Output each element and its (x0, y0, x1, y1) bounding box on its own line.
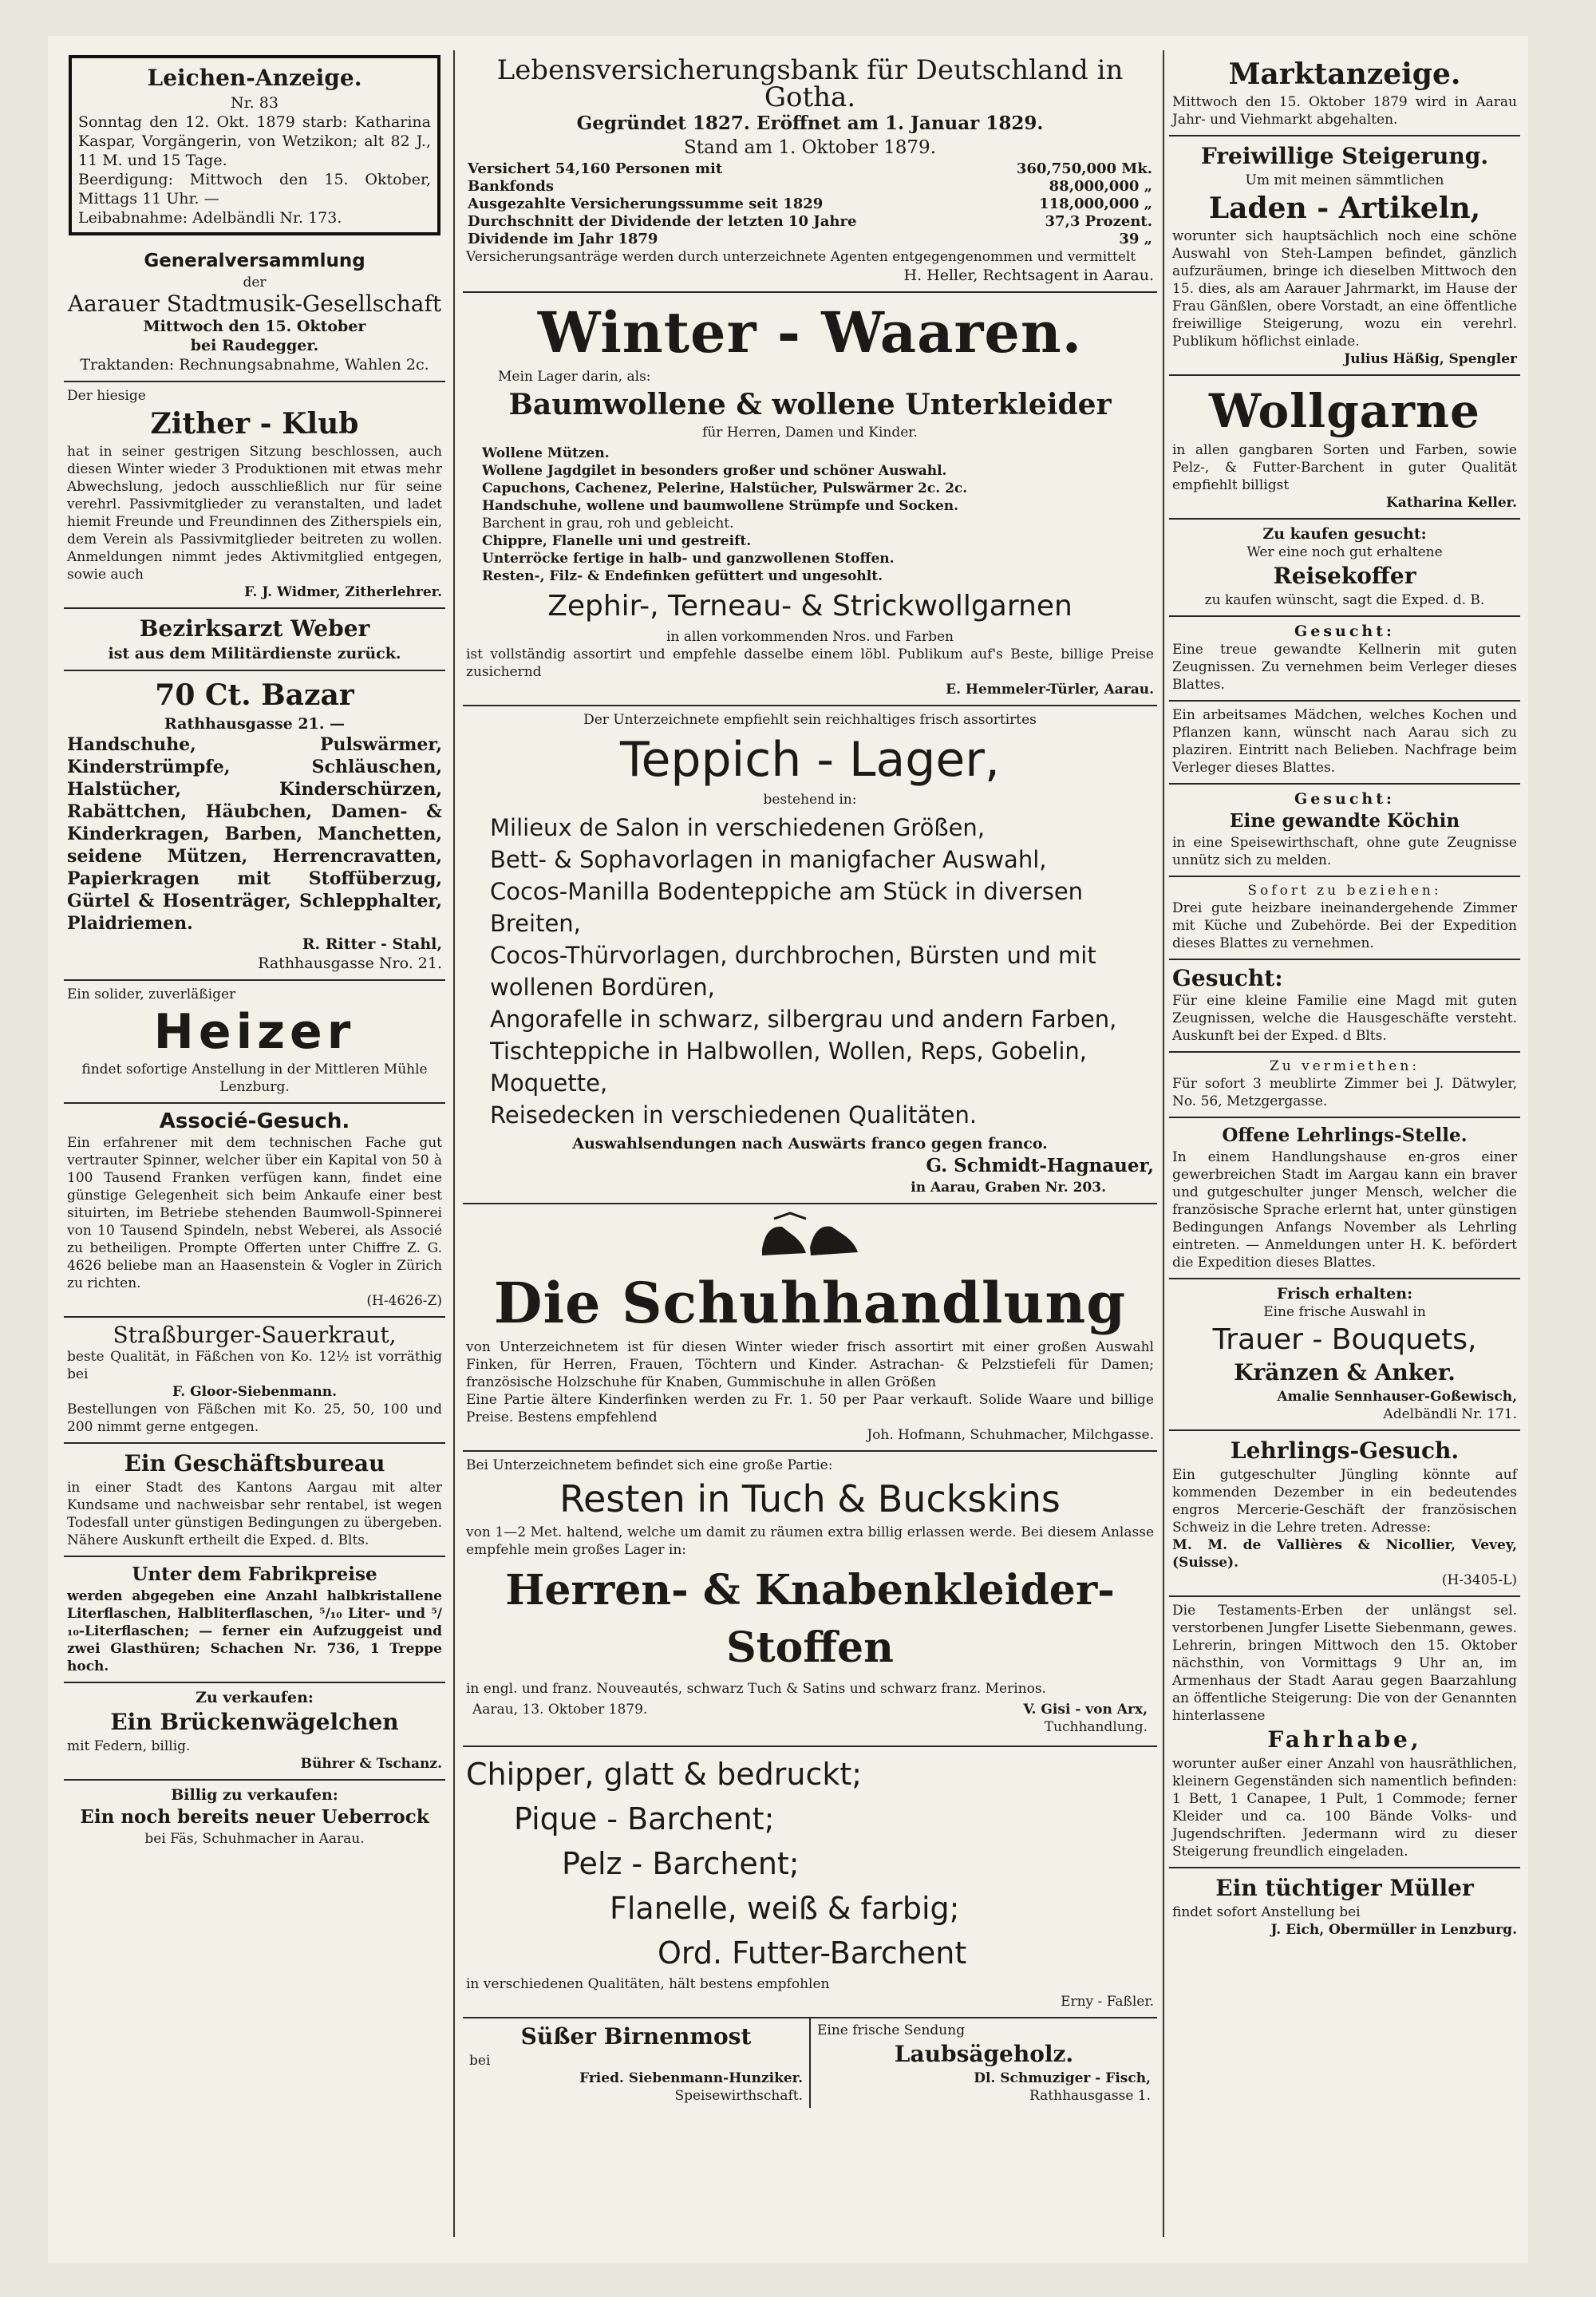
trauer-title: Trauer - Bouquets, (1212, 1323, 1477, 1356)
list-item: Resten-, Filz- & Endefinken gefüttert und ungesohlt. (482, 568, 883, 584)
koechin-title2: Eine gewandte Köchin (1229, 810, 1460, 832)
vermieten-ad (1169, 1053, 1520, 1118)
sauerkraut-signature: F. Gloor-Siebenmann. (172, 1384, 338, 1400)
chipper-line: Pique - Barchent; (514, 1801, 775, 1836)
bazar-title: 70 Ct. Bazar (155, 678, 354, 712)
lebensversicherung-ad (463, 50, 1157, 293)
maedchen-text: Ein arbeitsames Mädchen, welches Kochen und Pflanzen kann, wünscht nach Aarau sich zu plaziren. Eintritt nach Belieben. Nachfrage beim Verleger dieses Blattes. (1172, 707, 1517, 776)
winter-signature: E. Hemmeler-Türler, Aarau. (946, 682, 1154, 698)
zither-klub-ad (64, 382, 445, 609)
stat-label: Durchschnitt der Dividende der letzten 10 Jahre (468, 213, 857, 230)
winter-text: ist vollständig assortirt und empfehle dasselbe einem löbl. Publikum auf's Beste, billige Preise zusichernd (466, 646, 1154, 680)
list-item: Tischteppiche in Halbwollen, Wollen, Reps, Gobelin, Moquette, (490, 1038, 1088, 1097)
winter-zephir-text: in allen vorkommenden Nros. und Farben (666, 629, 954, 645)
kellnerin-title: Gesucht: (1294, 623, 1395, 640)
mueller-signature: J. Eich, Obermüller in Lenzburg. (1270, 1922, 1517, 1938)
stat-label: Bankfonds (468, 178, 554, 195)
fabrik-title: Unter dem Fabrikpreise (132, 1564, 377, 1585)
leichen-text: Sonntag den 12. Okt. 1879 starb: Katharina Kaspar, Vorgängerin, von Wetzikon; alt 82 J., 11 M. und 15 Tage. (78, 113, 431, 169)
chipper-line: Ord. Futter-Barchent (658, 1935, 967, 1971)
schuh-text2: Eine Partie ältere Kinderfinken werden zu Fr. 1. 50 per Paar verkauft. Solide Waare und billige Preise. Bestens empfehlend (466, 1392, 1154, 1425)
list-item: Angorafelle in schwarz, silbergrau und andern Farben, (490, 1006, 1117, 1033)
leben-title: Lebensversicherungsbank für Deutschland in Gotha. (496, 54, 1124, 113)
koffer-title: Reisekoffer (1273, 563, 1416, 589)
general-name: Aarauer Stadtmusik-Gesellschaft (67, 291, 442, 317)
fahrhabe-text2: worunter außer einer Anzahl von hausräthlichen, kleinern Gegenständen sich namentlich befinden: 1 Bett, 1 Canapee, 1 Pult, 1 Commode; ferner Kleider und ca. 100 Bände Volks- und Jugendschriften. Jedermann wird zu dieser Steigerung freundlich eingeladen. (1172, 1756, 1517, 1860)
lehrlingsgesuch-ad (1169, 1431, 1520, 1597)
resten-title: Resten in Tuch & Buckskins (559, 1477, 1061, 1520)
laub-signature: Dl. Schmuziger - Fisch, (974, 2070, 1151, 2086)
kellnerin-ad (1169, 617, 1520, 702)
leben-stand: Stand am 1. Oktober 1879. (683, 137, 936, 158)
bruecken-signature: Bührer & Tschanz. (300, 1756, 442, 1772)
schuhhandlung-ad (463, 1204, 1157, 1452)
bezirksarzt-ad (64, 609, 445, 671)
chipper-signature: Erny - Faßler. (1061, 1994, 1154, 2010)
steigerung-text: worunter sich hauptsächlich noch eine schöne Auswahl von Steh-Lampen befindet, gänzlich aufzuräumen, bringe ich dieselben Mittwoch den 15. dies, als am Aarauer Jahrmarkt, im Hause der Frau Gänßlen, obere Vorstadt, an eine öffentliche freiwillige Steigerung, wozu ein verehrl. Publikum höflichst einlade. (1172, 228, 1517, 350)
bazar-signature-address: Rathhausgasse Nro. 21. (258, 955, 442, 972)
teppich-signature: G. Schmidt-Hagnauer, (926, 1155, 1154, 1176)
resten-signature: V. Gisi - von Arx, (1023, 1702, 1148, 1718)
fabrikpreise-ad (64, 1557, 445, 1683)
trauer-intro: Frisch erhalten: (1276, 1285, 1413, 1303)
ueberrock-text: bei Fäs, Schuhmacher in Aarau. (144, 1831, 365, 1847)
resten-intro: Bei Unterzeichnetem befindet sich eine große Partie: (466, 1457, 833, 1473)
list-item: Wollene Mützen. (482, 445, 610, 461)
mueller-ad (1169, 1868, 1520, 1945)
trauer-ad (1169, 1279, 1520, 1431)
stat-value: 360,750,000 Mk. (1016, 160, 1152, 177)
lehrlingsgesuch-title: Lehrlings-Gesuch. (1230, 1437, 1460, 1464)
winter-waaren-ad (463, 293, 1157, 706)
teppich-sub: bestehend in: (763, 792, 857, 808)
trauer-signature2: Adelbändli Nr. 171. (1383, 1406, 1517, 1422)
bureau-text: in einer Stadt des Kantons Aargau mit alter Kundsame und nachweisbar sehr rentabel, ist wegen Todesfall unter günstigen Bedingungen zu übergeben. Nähere Auskunft ertheilt die Exped. d. Blts. (67, 1480, 442, 1548)
shoes-icon (758, 1209, 862, 1268)
bruecken-intro: Zu verkaufen: (196, 1689, 314, 1706)
bezirksarzt-text: ist aus dem Militärdienste zurück. (108, 645, 401, 662)
koechin-text: in eine Speisewirthschaft, ohne gute Zeugnisse unnütz sich zu melden. (1172, 835, 1517, 868)
zimmer-text: Drei gute heizbare ineinandergehende Zimmer mit Küche und Zubehörde. Bei der Expedition dieses Blattes zu vernehmen. (1172, 900, 1517, 951)
bottom-two-ads (463, 2018, 1157, 2108)
leben-subtitle: Gegründet 1827. Eröffnet am 1. Januar 1829. (576, 113, 1044, 134)
koechin-ad (1169, 785, 1520, 877)
laub-intro: Eine frische Sendung (817, 2022, 966, 2038)
steigerung-ad (1169, 136, 1520, 376)
ueberrock-intro: Billig zu verkaufen: (171, 1786, 338, 1804)
zither-intro: Der hiesige (67, 388, 146, 404)
heizer-intro: Ein solider, zuverläßiger (67, 986, 236, 1002)
bazar-address: Rathhausgasse 21. — (164, 715, 346, 733)
fahrhabe-text: Die Testaments-Erben der unlängst sel. verstorbenen Jungfer Lisette Siebenmann, gewes. Lehrerin, bringen Mittwoch den 15. Oktober nächsthin, von Vormittags 9 Uhr an, im Armenhaus der Stadt Aarau gegen Baarzahlung an öffentliche Steigerung: Die von der Genannten hinterlassene (1172, 1603, 1517, 1724)
chipper-text: in verschiedenen Qualitäten, hält bestens empfohlen (466, 1976, 830, 1992)
associe-text: Ein erfahrener mit dem technischen Fache gut vertrauter Spinner, welcher über ein Kapital von 50 à 100 Tausend Franken verfügen kann, findet eine günstige Gelegenheit sich beim Ankaufe einer best situirten, im Betriebe stehenden Baumwoll-Spinnerei von 10 Tausend Spindeln, nebst Weberei, als Associé zu betheiligen. Prompte Offerten unter Chiffre Z. G. 4626 beliebe man an Haasenstein & Vogler in Zürich zu richten. (67, 1135, 442, 1291)
winter-list (482, 445, 1138, 585)
vermieten-title: Zu vermiethen: (1269, 1058, 1420, 1074)
markt-text: Mittwoch den 15. Oktober 1879 wird in Aarau Jahr- und Viehmarkt abgehalten. (1172, 94, 1517, 128)
schuh-header (466, 1209, 1154, 1338)
resten-signature2: Tuchhandlung. (1044, 1719, 1148, 1735)
maedchen-ad (1169, 702, 1520, 785)
koechin-title: Gesucht: (1294, 790, 1395, 808)
table-row (466, 196, 1154, 213)
sauerkraut-ad (64, 1318, 445, 1444)
magd-text: Für eine kleine Familie eine Magd mit guten Zeugnissen, welche die Hausgeschäfte versteht. Auskunft bei der Exped. d Blts. (1172, 993, 1517, 1044)
teppich-list (490, 812, 1130, 1131)
leichen-title: Leichen-Anzeige. (147, 65, 362, 91)
resten-text2: in engl. und franz. Nouveautés, schwarz Tuch & Satins und schwarz franz. Merinos. (466, 1681, 1046, 1697)
steigerung-signature: Julius Häßig, Spengler (1344, 351, 1517, 367)
table-row (466, 160, 1154, 178)
left-column (64, 50, 445, 2237)
column-rule (1163, 50, 1164, 2237)
ueberrock-title: Ein noch bereits neuer Ueberrock (80, 1806, 429, 1828)
bazar-ad (64, 671, 445, 981)
teppich-title: Teppich - Lager, (620, 732, 1000, 788)
bazar-signature: R. Ritter - Stahl, (302, 935, 442, 953)
list-item: Milieux de Salon in verschiedenen Größen, (490, 814, 986, 841)
column-rule (453, 50, 455, 2237)
steigerung-title: Freiwillige Steigerung. (1200, 143, 1489, 169)
middle-column (463, 50, 1157, 2237)
leben-signature: H. Heller, Rechtsagent in Aarau. (903, 267, 1154, 284)
associe-ref: (H-4626-Z) (366, 1293, 442, 1309)
leichen-leibabnahme: Leibabnahme: Adelbändli Nr. 173. (78, 209, 342, 227)
chipper-line: Flanelle, weiß & farbig; (610, 1891, 960, 1926)
trauer-signature: Amalie Sennhauser-Goßewisch, (1277, 1389, 1517, 1405)
winter-for: für Herren, Damen und Kinder. (702, 425, 918, 441)
teppich-lager-ad (463, 706, 1157, 1204)
resten-date: Aarau, 13. Oktober 1879. (472, 1702, 648, 1718)
general-traktanden: Traktanden: Rechnungsabnahme, Wahlen 2c. (80, 356, 429, 374)
stat-value: 118,000,000 „ (1039, 196, 1152, 212)
birnen-title: Süßer Birnenmost (520, 2023, 752, 2050)
steigerung-title2: Laden - Artikeln, (1208, 192, 1481, 225)
wolle-text: in allen gangbaren Sorten und Farben, sowie Pelz-, & Futter-Barchent in guter Qualität empfiehlt billigst (1172, 442, 1517, 493)
generalversammlung-ad (64, 243, 445, 382)
chipper-line: Chipper, glatt & bedruckt; (466, 1757, 863, 1792)
lehrlingsgesuch-text: Ein gutgeschulter Jüngling könnte auf kommenden Dezember in ein bedeutendes engros Mercerie-Geschäft der französischen Schweiz in die Lehre treten. Adresse: (1172, 1467, 1517, 1536)
teppich-franco: Auswahlsendungen nach Auswärts franco gegen franco. (572, 1135, 1048, 1152)
general-place: bei Raudegger. (190, 337, 319, 354)
stat-value: 37,3 Prozent. (1045, 213, 1152, 230)
sauerkraut-text: beste Qualität, in Fäßchen von Ko. 12½ ist vorräthig bei (67, 1349, 442, 1382)
magd-ad (1169, 960, 1520, 1053)
list-item: Unterröcke fertige in halb- und ganzwollenen Stoffen. (482, 551, 895, 567)
leben-text: Versicherungsanträge werden durch unterzeichnete Agenten entgegengenommen und vermittelt (466, 249, 1136, 265)
koffer-intro: Zu kaufen gesucht: (1262, 525, 1427, 543)
bureau-title: Ein Geschäftsbureau (124, 1450, 385, 1477)
koffer-text2: zu kaufen wünscht, sagt die Exped. d. B. (1204, 592, 1485, 608)
heizer-text: findet sofortige Anstellung in der Mittleren Mühle Lenzburg. (81, 1062, 428, 1095)
list-item: Reisedecken in verschiedenen Qualitäten. (490, 1101, 978, 1129)
table-row (466, 178, 1154, 196)
reisekoffer-ad (1169, 520, 1520, 617)
associe-ad (64, 1104, 445, 1318)
stat-label: Dividende im Jahr 1879 (468, 231, 658, 247)
birnen-bei: bei (469, 2053, 491, 2069)
laubsaegeholz-ad (809, 2018, 1157, 2108)
ueberrock-ad (64, 1781, 445, 1854)
right-column (1169, 50, 1520, 2237)
marktanzeige-ad (1169, 50, 1520, 136)
zither-signature: F. J. Widmer, Zitherlehrer. (244, 584, 442, 600)
heizer-title: Heizer (153, 1004, 356, 1060)
schuh-title: Die Schuhhandlung (493, 1270, 1127, 1336)
stat-label: Versichert 54,160 Personen mit (468, 160, 723, 177)
birnenmost-ad (463, 2018, 809, 2108)
stat-value: 39 „ (1119, 231, 1152, 247)
winter-title: Winter - Waaren. (537, 299, 1083, 366)
bruecken-title: Ein Brückenwägelchen (110, 1709, 399, 1735)
wollgarne-ad (1169, 376, 1520, 520)
steigerung-intro: Um mit meinen sämmtlichen (1245, 172, 1444, 188)
winter-intro: Mein Lager darin, als: (498, 369, 651, 385)
lehrlingsgesuch-signature: M. M. de Vallières & Nicollier, Vevey, (Suisse). (1172, 1537, 1517, 1571)
laub-signature2: Rathhausgasse 1. (1029, 2088, 1151, 2104)
winter-subtitle: Baumwollene & wollene Unterkleider (508, 388, 1112, 421)
list-item: Cocos-Manilla Bodenteppiche am Stück in diversen Breiten, (490, 878, 1084, 937)
teppich-signature-address: in Aarau, Graben Nr. 203. (911, 1180, 1106, 1196)
stat-value: 88,000,000 „ (1049, 178, 1152, 195)
resten-title2: Herren- & Knabenkleider-Stoffen (505, 1566, 1115, 1672)
leichen-beerdigung: Beerdigung: Mittwoch den 15. Oktober, Mittags 11 Uhr. — (78, 171, 431, 208)
resten-text: von 1—2 Met. haltend, welche um damit zu räumen extra billig erlassen werde. Bei diesem Anlasse empfehle mein großes Lager in: (466, 1524, 1154, 1558)
bezirksarzt-title: Bezirksarzt Weber (139, 615, 370, 642)
trauer-text: Eine frische Auswahl in (1263, 1304, 1426, 1320)
birnen-signature2: Speisewirthschaft. (674, 2088, 803, 2104)
chipper-ad (463, 1747, 1157, 2018)
fabrik-text: werden abgegeben eine Anzahl halbkristallene Literflaschen, Halbliterflaschen, ⁵/₁₀ Liter- und ⁵/₁₀-Literflaschen; — ferner ein Aufzuggeist und zwei Glasthüren; Schachen Nr. 736, 1 Treppe hoch. (67, 1588, 442, 1674)
zither-title: Zither - Klub (150, 407, 359, 441)
general-der: der (243, 275, 267, 291)
list-item: Barchent in grau, roh und gebleicht. (482, 516, 734, 532)
list-item: Chippre, Flanelle uni und gestreift. (482, 533, 752, 549)
chipper-line: Pelz - Barchent; (562, 1846, 800, 1881)
fahrhabe-title: Fahrhabe, (1267, 1726, 1422, 1753)
mueller-title: Ein tüchtiger Müller (1215, 1875, 1474, 1901)
zither-text: hat in seiner gestrigen Sitzung beschlossen, auch diesen Winter wieder 3 Produktionen mit etwas mehr Abwechslung, jedoch ausschließlich nur für seine verehrl. Passivmitglieder zu veranstalten, und ladet hiemit Freunde und Freundinnen des Zitherspiels ein, dem Verein als Passivmitglieder beitreten zu wollen. Anmeldungen nimmt jedes Aktivmitglied entgegen, sowie auch (67, 444, 442, 583)
birnen-signature: Fried. Siebenmann-Hunziker. (579, 2070, 803, 2086)
teppich-intro: Der Unterzeichnete empfiehlt sein reichhaltiges frisch assortirtes (583, 712, 1037, 728)
koffer-text: Wer eine noch gut erhaltene (1246, 544, 1443, 560)
resten-footer (466, 1698, 1154, 1739)
mueller-text: findet sofort Anstellung bei (1172, 1904, 1361, 1920)
schuh-signature: Joh. Hofmann, Schuhmacher, Milchgasse. (867, 1427, 1154, 1443)
table-row (466, 231, 1154, 248)
laub-title: Laubsägeholz. (894, 2041, 1074, 2067)
wolle-title: Wollgarne (1209, 384, 1480, 438)
magd-title: Gesucht: (1172, 965, 1283, 991)
vermieten-text: Für sofort 3 meublirte Zimmer bei J. Dätwyler, No. 56, Metzgergasse. (1172, 1076, 1517, 1109)
resten-ad (463, 1452, 1157, 1747)
lehrling-text: In einem Handlungshause en-gros einer gewerbreichen Stadt im Aargau kann ein braver und gutgeschulter junger Mensch, welcher die französische Sprache erlernt hat, unter günstigen Bedingungen Anfangs November als Lehrling eintreten. — Anmeldungen unter H. K. befördert die Expedition dieses Blattes. (1172, 1149, 1517, 1271)
geschaeftsbureau-ad (64, 1444, 445, 1557)
list-item: Handschuhe, wollene und baumwollene Strümpfe und Socken. (482, 498, 959, 514)
brueckenwaegelchen-ad (64, 1683, 445, 1781)
sauerkraut-title: Straßburger-Sauerkraut, (113, 1322, 397, 1348)
associe-title: Associé-Gesuch. (159, 1109, 350, 1133)
kellnerin-text: Eine treue gewandte Kellnerin mit guten Zeugnissen. Zu vernehmen beim Verleger dieses Blattes. (1172, 642, 1517, 693)
lehrlingsgesuch-ref: (H-3405-L) (1441, 1572, 1517, 1588)
list-item: Wollene Jagdgilet in besonders großer und schöner Auswahl. (482, 463, 947, 479)
lehrling-title: Offene Lehrlings-Stelle. (1222, 1125, 1468, 1146)
leichen-nr: Nr. 83 (231, 94, 279, 112)
lehrlingsstelle-ad (1169, 1118, 1520, 1279)
list-item: Bett- & Sophavorlagen in manigfacher Auswahl, (490, 846, 1047, 873)
leichen-anzeige (69, 55, 440, 235)
bazar-text: Handschuhe, Pulswärmer, Kinderstrümpfe, Schläuschen, Halstücher, Kinderschürzen, Rabättchen, Häubchen, Damen- & Kinderkragen, Barben, Manchetten, seidene Mützen, Herrencravatten, Papierkragen mit Stoffüberzug, Gürtel & Hosenträger, Schlepphalter, Plaidriemen. (67, 734, 442, 934)
list-item: Cocos-Thürvorlagen, durchbrochen, Bürsten und mit wollenen Bordüren, (490, 942, 1096, 1001)
list-item: Capuchons, Cachenez, Pelerine, Halstücher, Pulswärmer 2c. 2c. (482, 480, 968, 496)
zimmer-ad (1169, 877, 1520, 960)
winter-zephir: Zephir-, Terneau- & Strickwollgarnen (547, 590, 1073, 623)
schuh-text: von Unterzeichnetem ist für diesen Winter wieder frisch assortirt mit einer großen Auswahl Finken, für Herren, Frauen, Töchtern und Kinder. Astrachan- & Pelzstiefeli für Damen; französische Holzschuhe für Knaben, Gummischuhe in allen Größen (466, 1339, 1154, 1390)
general-title: Generalversammlung (144, 251, 365, 271)
bruecken-text: mit Federn, billig. (67, 1738, 191, 1754)
wolle-signature: Katharina Keller. (1386, 495, 1517, 511)
zimmer-title: Sofort zu beziehen: (1247, 883, 1442, 899)
trauer-title2: Kränzen & Anker. (1234, 1359, 1456, 1386)
table-row (466, 213, 1154, 231)
general-date: Mittwoch den 15. Oktober (143, 318, 366, 335)
heizer-ad (64, 981, 445, 1104)
markt-title: Marktanzeige. (1228, 57, 1461, 91)
sauerkraut-text2: Bestellungen von Fäßchen mit Ko. 25, 50, 100 und 200 nimmt gerne entgegen. (67, 1402, 442, 1435)
leben-stats-table (466, 160, 1154, 248)
newspaper-page (48, 36, 1528, 2263)
stat-label: Ausgezahlte Versicherungssumme seit 1829 (468, 196, 824, 212)
fahrhabe-ad (1169, 1597, 1520, 1868)
